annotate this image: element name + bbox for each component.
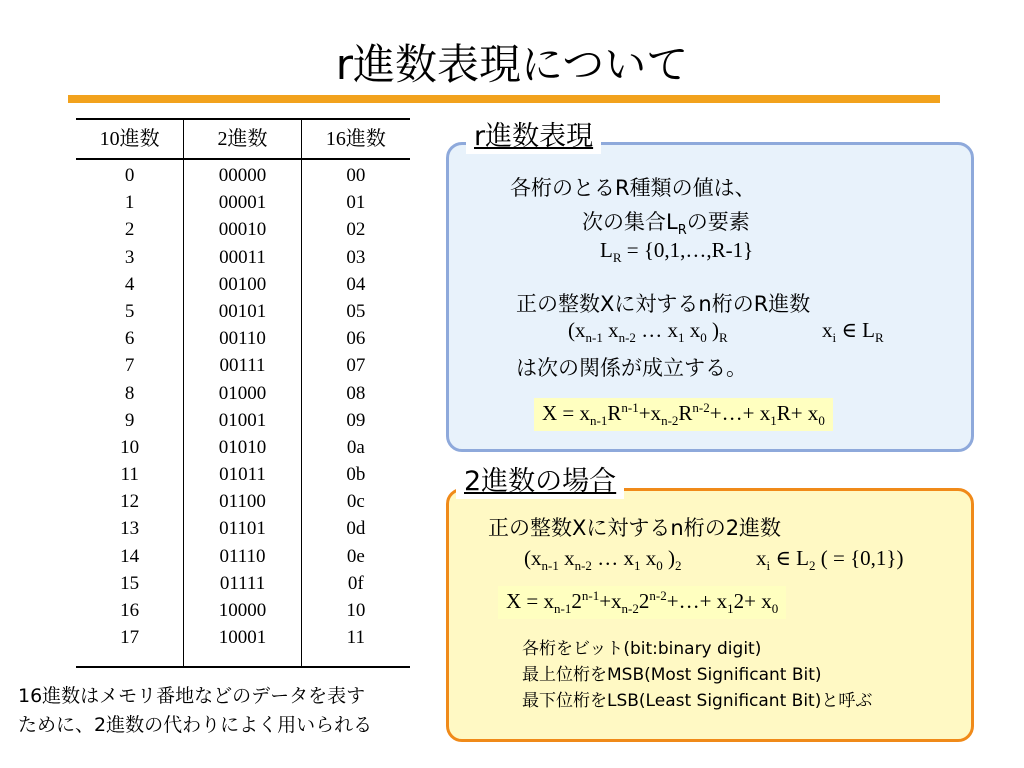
table-cell: 17 — [120, 627, 140, 649]
table-cell: 0e — [346, 545, 365, 567]
table-header — [76, 118, 410, 160]
table-cell: 16 — [120, 600, 140, 621]
table-cell: 06 — [346, 328, 366, 350]
table-cell: 0a — [346, 436, 365, 458]
subscript: R — [677, 223, 687, 239]
table-cell: 15 — [120, 572, 140, 594]
table-cell: 0 — [124, 165, 135, 186]
table-cell: 03 — [346, 246, 366, 268]
binary-digits: ($x_{n-1}$ $x_{n-2}$ … $x_1$ $x_0$ )$_2$ — [524, 546, 682, 574]
table-cell: 04 — [346, 273, 366, 295]
binary-box-title: 2進数の場合 — [456, 465, 624, 499]
note-line: 16進数はメモリ番地などのデータを表す — [18, 685, 366, 707]
table-cell: 02 — [346, 219, 366, 241]
table-cell: 01000 — [218, 382, 267, 404]
table-cell: 13 — [120, 518, 140, 540]
header-binary: 2進数 — [183, 120, 300, 158]
table-cell: 00101 — [218, 300, 267, 322]
table-cell: 8 — [124, 382, 135, 404]
table-cell: 00100 — [218, 273, 267, 295]
table-cell: 0b — [346, 464, 366, 486]
header-hex: 16進数 — [301, 120, 410, 158]
subscript: R — [612, 250, 622, 266]
table-cell: 3 — [124, 246, 135, 268]
table-cell: 00001 — [218, 192, 267, 214]
r-ary-digits: ($x_{n-1}$ $x_{n-2}$ … $x_1$ $x_0$ )$_R$ — [568, 318, 728, 346]
table-cell: 0c — [346, 491, 365, 513]
table-cell: 0d — [346, 518, 366, 540]
table-cell: 01011 — [219, 464, 266, 486]
r-ary-line-6: は次の関係が成立する。 — [516, 356, 747, 380]
table-cell: 00110 — [219, 328, 266, 350]
table-cell: 01111 — [219, 572, 266, 594]
table-cell: 1 — [124, 192, 135, 214]
table-cell: 01001 — [218, 409, 267, 431]
title-underline — [68, 95, 940, 103]
table-cell: 9 — [124, 409, 135, 431]
header-decimal: 10進数 — [99, 128, 160, 150]
table-cell: 00011 — [219, 246, 266, 268]
hex-column — [301, 160, 410, 666]
binary-column — [183, 160, 300, 666]
table-cell: 12 — [120, 491, 140, 513]
table-cell: 0f — [347, 572, 364, 594]
text: の要素 — [686, 210, 750, 234]
table-cell: 00010 — [218, 219, 267, 241]
table-cell: 01 — [346, 192, 366, 214]
term-line: 最下位桁をLSB(Least Significant Bit)と呼ぶ — [522, 691, 873, 711]
hex-note — [18, 682, 448, 740]
table-cell: 10 — [346, 600, 366, 621]
conversion-table — [76, 118, 410, 668]
r-ary-line-4: 正の整数Xに対するn桁のR進数 — [516, 292, 811, 316]
bit-terminology — [522, 636, 872, 714]
table-cell: 01010 — [218, 436, 267, 458]
table-cell: 7 — [124, 355, 135, 377]
table-cell: 10 — [120, 436, 140, 458]
table-cell: 08 — [346, 382, 366, 404]
table-cell: 14 — [120, 545, 140, 567]
table-cell: 01110 — [219, 545, 266, 567]
r-ary-line-1: 各桁のとるR種類の値は、 — [510, 176, 756, 200]
term-line: 各桁をビット(bit:binary digit) — [522, 639, 762, 659]
r-ary-box-title: r進数表現 — [466, 120, 601, 154]
table-cell: 07 — [346, 355, 366, 377]
table-cell: 00 — [346, 165, 366, 186]
table-cell: 09 — [346, 409, 366, 431]
table-cell: 6 — [124, 328, 135, 350]
binary-formula: $X = x_{n-1}2^{n-1}+x_{n-2}2^{n-2}+\dots+ x_12+ x_0$ — [498, 586, 786, 619]
table-cell: 11 — [120, 464, 139, 486]
table-cell: 2 — [124, 219, 135, 241]
r-ary-digit-domain: $x_i$ ∈ $L_R$ — [822, 318, 884, 346]
r-ary-line-2 — [582, 206, 750, 238]
table-cell: 4 — [124, 273, 135, 295]
text: 次の集合L — [582, 210, 678, 234]
table-cell: 10000 — [218, 600, 267, 621]
table-cell: 10001 — [218, 627, 267, 649]
text: = {0,1,…,R-1} — [621, 238, 754, 262]
table-cell: 00000 — [218, 165, 267, 186]
table-cell: 11 — [346, 627, 365, 649]
note-line: ために、2進数の代わりによく用いられる — [18, 714, 373, 736]
binary-digit-domain: $x_i$ ∈ $L_2$ ( = {0,1}) — [756, 546, 904, 574]
table-cell: 01100 — [219, 491, 266, 513]
table-cell: 00111 — [219, 355, 266, 377]
binary-line-1: 正の整数Xに対するn桁の2進数 — [488, 516, 782, 540]
decimal-column — [76, 160, 183, 666]
text: L — [600, 238, 613, 262]
term-line: 最上位桁をMSB(Most Significant Bit) — [522, 665, 822, 685]
table-cell: 05 — [346, 300, 366, 322]
table-cell: 01101 — [219, 518, 266, 540]
r-ary-formula: $X = x_{n-1}R^{n-1}+x_{n-2}R^{n-2}+\dots+ x_1R+ x_0$ — [534, 398, 833, 431]
table-body — [76, 160, 410, 668]
page-title: r進数表現について — [335, 40, 689, 89]
table-cell: 5 — [124, 300, 135, 322]
set-definition — [600, 238, 753, 266]
